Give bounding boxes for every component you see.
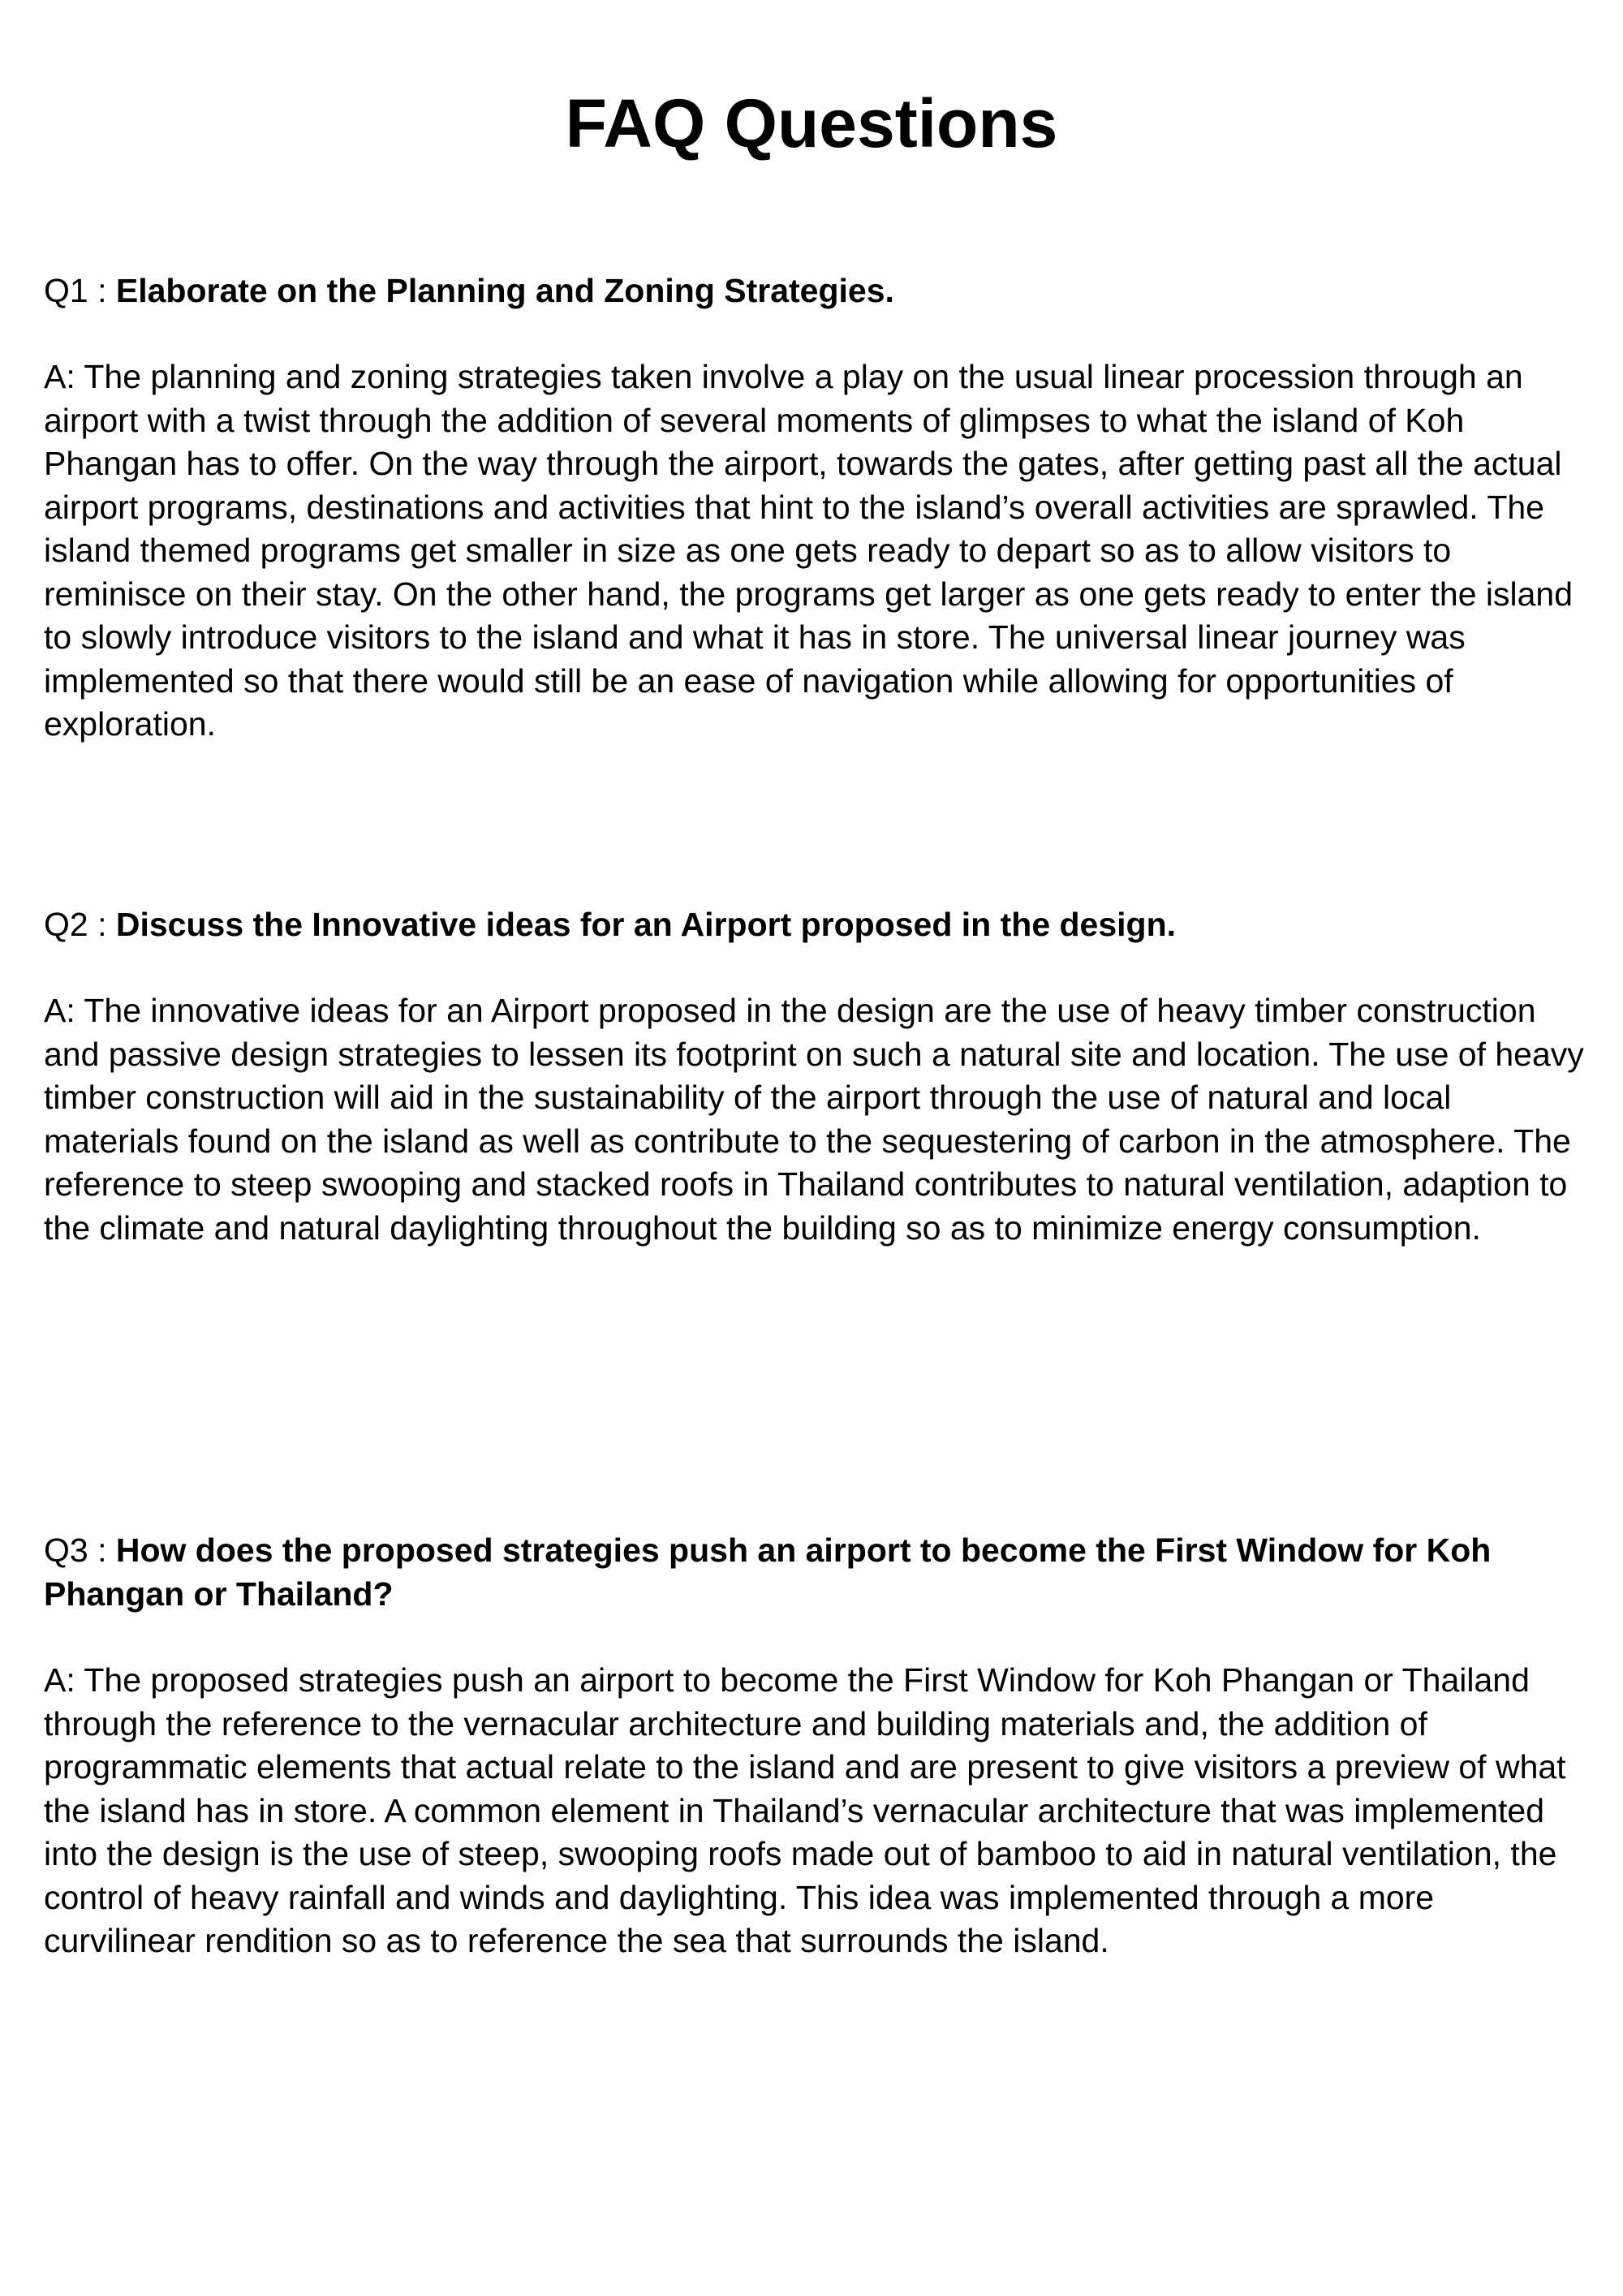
faq-item-q3 <box>44 1528 1586 1963</box>
faq-question <box>44 902 1586 946</box>
question-text: Elaborate on the Planning and Zoning Strategies. <box>115 272 894 309</box>
question-text: Discuss the Innovative ideas for an Airport proposed in the design. <box>115 906 1177 943</box>
question-number: Q3 : <box>44 1531 116 1569</box>
page-title: FAQ Questions <box>565 85 1058 162</box>
question-text: How does the proposed strategies push an airport to become the First Window for Koh Phangan or Thailand? <box>44 1531 1492 1613</box>
faq-question <box>44 269 1586 312</box>
faq-answer: A: The planning and zoning strategies taken involve a play on the usual linear procession through an airport with a twist through the addition of several moments of glimpses to what the island of Koh Phangan has to offer. On the way through the airport, towards the gates, after getting past all the actual airport programs, destinations and activities that hint to the island’s overall activities are sprawled. The island themed programs get smaller in size as one gets ready to depart so as to allow visitors to reminisce on their stay. On the other hand, the programs get larger as one gets ready to enter the island to slowly introduce visitors to the island and what it has in store. The universal linear journey was implemented so that there would still be an ease of navigation while allowing for opportunities of exploration. <box>44 358 1573 743</box>
faq-item-q2 <box>44 902 1586 1250</box>
faq-question <box>44 1528 1586 1616</box>
faq-item-q1 <box>44 269 1586 747</box>
question-number: Q2 : <box>44 906 116 943</box>
question-number: Q1 : <box>44 272 116 309</box>
faq-answer: A: The innovative ideas for an Airport proposed in the design are the use of heavy timber construction and passive design strategies to lessen its footprint on such a natural site and location. The use of heavy timber construction will aid in the sustainability of the airport through the use of natural and local materials found on the island as well as contribute to the sequestering of carbon in the atmosphere. The reference to steep swooping and stacked roofs in Thailand contributes to natural ventilation, adaption to the climate and natural daylighting throughout the building so as to minimize energy consumption. <box>44 992 1584 1247</box>
faq-answer: A: The proposed strategies push an airport to become the First Window for Koh Phangan or Thailand through the reference to the vernacular architecture and building materials and, the addition of programmatic elements that actual relate to the island and are present to give visitors a preview of what the island has in store. A common element in Thailand’s vernacular architecture that was implemented into the design is the use of steep, swooping roofs made out of bamboo to aid in natural ventilation, the control of heavy rainfall and winds and daylighting. This idea was implemented through a more curvilinear rendition so as to reference the sea that surrounds the island. <box>44 1661 1566 1959</box>
